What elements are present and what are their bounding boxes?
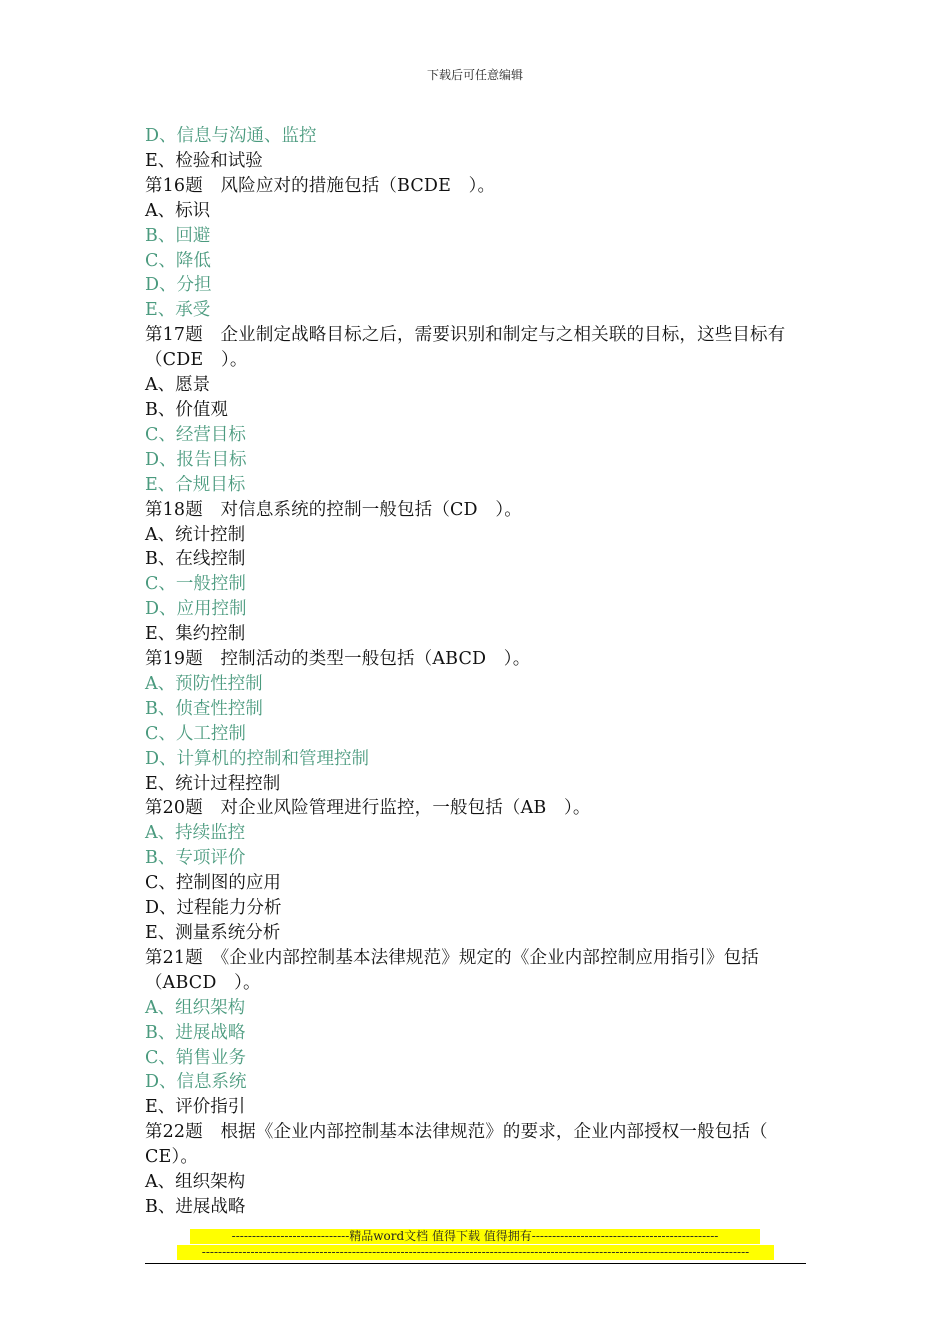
question-text: 第22题 根据《企业内部控制基本法律规范》的要求，企业内部授权一般包括（ CE）。: [145, 1122, 786, 1168]
footer-dash-line: ---------------------------------------------------------------------------------------------------------------------------------------: [177, 1245, 774, 1260]
answer-option-correct: D、分担: [145, 275, 212, 296]
answer-option: A、统计控制: [145, 524, 246, 545]
answer-option-correct: D、应用控制: [145, 599, 247, 620]
answer-option: A、组织架构: [145, 1172, 246, 1193]
answer-option: E、统计过程控制: [145, 773, 281, 794]
answer-option-correct: C、降低: [145, 250, 211, 271]
answer-option: B、在线控制: [145, 549, 246, 570]
answer-option-correct: D、报告目标: [145, 449, 247, 470]
answer-option: E、评价指引: [145, 1097, 246, 1118]
footer-rule: [145, 1263, 806, 1264]
question-text: 第17题 企业制定战略目标之后，需要识别和制定与之相关联的目标，这些目标有（CDE ）。: [145, 325, 786, 371]
answer-option-correct: B、回避: [145, 225, 211, 246]
answer-option-correct: B、专项评价: [145, 848, 246, 869]
answer-option-correct: C、一般控制: [145, 574, 246, 595]
answer-option-correct: D、信息系统: [145, 1072, 247, 1093]
answer-option: B、价值观: [145, 399, 228, 420]
footer-banner: -----------------------------精品word文档 值得下载 值得拥有----------------------------------------------: [190, 1229, 760, 1244]
question-text: 第21题 《企业内部控制基本法律规范》规定的《企业内部控制应用指引》包括（ABCD ）。: [145, 947, 759, 993]
answer-option-correct: A、预防性控制: [145, 673, 263, 694]
answer-option: D、过程能力分析: [145, 898, 282, 919]
answer-option: A、愿景: [145, 375, 211, 396]
question-text: 第18题 对信息系统的控制一般包括（CD ）。: [145, 499, 522, 520]
answer-option: E、集约控制: [145, 624, 246, 645]
answer-option-correct: C、销售业务: [145, 1047, 246, 1068]
question-text: 第16题 风险应对的措施包括（BCDE ）。: [145, 175, 496, 196]
answer-option-correct: D、信息与沟通、监控: [145, 126, 317, 146]
answer-option: E、检验和试验: [145, 150, 263, 171]
answer-option: A、标识: [145, 200, 211, 221]
answer-option-correct: B、进展战略: [145, 1022, 246, 1043]
answer-option-correct: A、组织架构: [145, 997, 246, 1018]
answer-option: C、控制图的应用: [145, 873, 281, 894]
answer-option: B、进展战略: [145, 1196, 246, 1217]
question-text: 第19题 控制活动的类型一般包括（ABCD ）。: [145, 649, 531, 670]
header-note: 下载后可任意编辑: [426, 68, 523, 82]
answer-option-correct: A、持续监控: [145, 823, 246, 844]
answer-option-correct: D、计算机的控制和管理控制: [145, 748, 370, 769]
answer-option-correct: C、人工控制: [145, 723, 246, 744]
answer-option-correct: E、合规目标: [145, 474, 246, 495]
answer-option-correct: C、经营目标: [145, 424, 246, 445]
document-body: [145, 124, 805, 1220]
answer-option: E、测量系统分析: [145, 923, 281, 943]
answer-option-correct: B、侦查性控制: [145, 698, 263, 719]
question-text: 第20题 对企业风险管理进行监控，一般包括（AB ）。: [145, 798, 591, 819]
answer-option-correct: E、承受: [145, 300, 211, 321]
